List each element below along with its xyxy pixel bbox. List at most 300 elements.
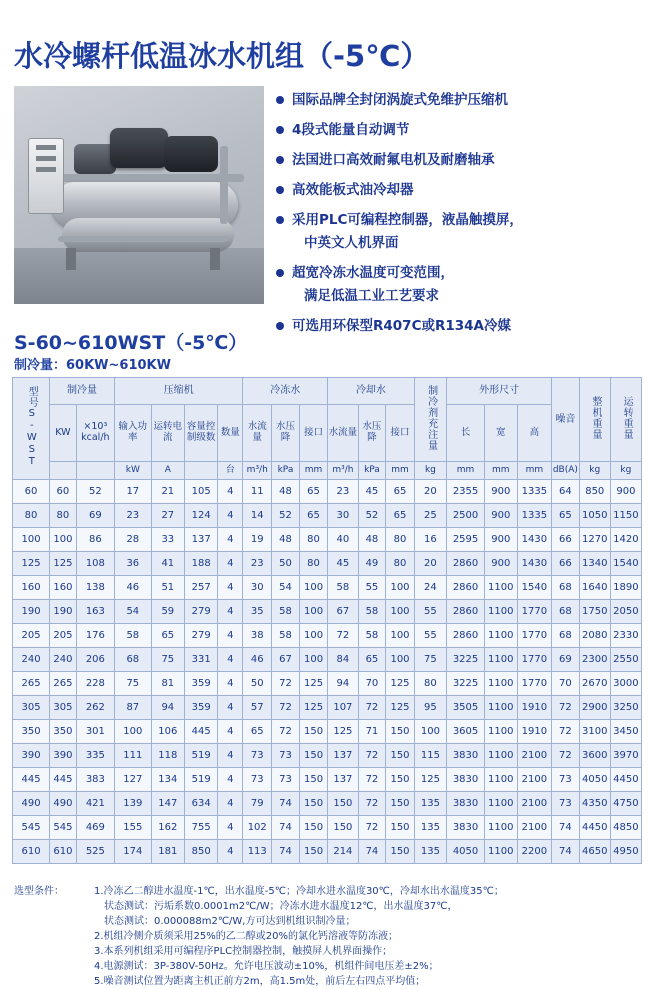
feature-list: [276, 92, 644, 348]
cell-ch: 150: [386, 720, 414, 744]
cell-ch: 65: [386, 480, 414, 504]
bullet-dot-icon: [276, 126, 284, 134]
cell-qty: 4: [218, 768, 243, 792]
unit-input-power: kW: [114, 462, 151, 480]
th-cooling-capacity: 制冷量: [50, 378, 115, 405]
cell-wid: 900: [484, 528, 517, 552]
cell-hei: 2200: [517, 840, 551, 864]
table-row: [13, 696, 642, 720]
cell-wdc: 73: [272, 768, 300, 792]
cell-kw: 610: [50, 840, 77, 864]
cell-len: 2355: [447, 480, 485, 504]
cell-cc: 65: [299, 480, 327, 504]
cell-wdc: 73: [272, 744, 300, 768]
unit-chilled-drop: kPa: [272, 462, 300, 480]
cell-runw: 3450: [610, 720, 641, 744]
cell-qty: 4: [218, 720, 243, 744]
unit-capacity-steps: [184, 462, 217, 480]
cell-steps: 634: [184, 792, 217, 816]
th-weight: 整机重量: [579, 378, 610, 462]
cell-wdh: 72: [358, 768, 386, 792]
cell-len: 3605: [447, 720, 485, 744]
cell-wfc: 65: [243, 720, 272, 744]
cell-charge: 55: [414, 600, 447, 624]
cell-ch: 125: [386, 672, 414, 696]
cell-kcal: 262: [76, 696, 114, 720]
cell-wfc: 113: [243, 840, 272, 864]
cell-hei: 2100: [517, 768, 551, 792]
cell-noise: 69: [552, 648, 580, 672]
cell-hei: 1770: [517, 648, 551, 672]
cell-power: 174: [114, 840, 151, 864]
cell-len: 3505: [447, 696, 485, 720]
cell-current: 118: [151, 744, 184, 768]
note-text: 5.噪音测试位置为距离主机正前方2m，高1.5m处，前后左右四点平均值；: [94, 976, 426, 987]
note-item: [14, 944, 644, 959]
cell-current: 134: [151, 768, 184, 792]
cell-weight: 1340: [579, 552, 610, 576]
cell-current: 33: [151, 528, 184, 552]
table-row: [13, 480, 642, 504]
photo-pipe-top: [44, 174, 244, 182]
cell-power: 54: [114, 600, 151, 624]
th-chilled-drop: 水压降: [272, 405, 300, 462]
cell-current: 21: [151, 480, 184, 504]
table-row: [13, 792, 642, 816]
th-height: 高: [517, 405, 551, 462]
th-kcal: ×10³ kcal/h: [76, 405, 114, 462]
cell-wfc: 73: [243, 768, 272, 792]
cell-wfc: 73: [243, 744, 272, 768]
cell-wid: 1100: [484, 744, 517, 768]
cell-steps: 519: [184, 768, 217, 792]
feature-item-3: [276, 152, 644, 169]
cell-current: 65: [151, 624, 184, 648]
cell-power: 46: [114, 576, 151, 600]
cell-qty: 4: [218, 840, 243, 864]
cell-noise: 68: [552, 624, 580, 648]
cell-power: 28: [114, 528, 151, 552]
cell-kw: 350: [50, 720, 77, 744]
cell-ch: 150: [386, 792, 414, 816]
cell-kcal: 421: [76, 792, 114, 816]
feature-text: 国际品牌全封闭涡旋式免维护压缩机: [292, 92, 508, 108]
cell-runw: 2330: [610, 624, 641, 648]
cell-weight: 1050: [579, 504, 610, 528]
cell-wid: 1100: [484, 600, 517, 624]
product-photo: [14, 86, 264, 304]
cell-len: 2500: [447, 504, 485, 528]
th-length: 长: [447, 405, 485, 462]
cell-qty: 4: [218, 816, 243, 840]
table-units-row: [13, 462, 642, 480]
unit-chilled-conn: mm: [299, 462, 327, 480]
cell-kw: 390: [50, 744, 77, 768]
cell-noise: 66: [552, 528, 580, 552]
photo-condenser: [62, 218, 234, 252]
cell-kcal: 176: [76, 624, 114, 648]
cell-power: 100: [114, 720, 151, 744]
cell-model: 100: [13, 528, 50, 552]
cell-wdh: 74: [358, 840, 386, 864]
cell-kw: 545: [50, 816, 77, 840]
cell-cc: 150: [299, 816, 327, 840]
cell-weight: 1270: [579, 528, 610, 552]
cell-noise: 66: [552, 552, 580, 576]
photo-control-panel: [28, 138, 64, 214]
cell-qty: 4: [218, 792, 243, 816]
cell-hei: 2100: [517, 744, 551, 768]
cell-model: 190: [13, 600, 50, 624]
bullet-dot-icon: [276, 322, 284, 330]
cell-noise: 74: [552, 816, 580, 840]
cell-noise: 73: [552, 792, 580, 816]
cell-ch: 150: [386, 768, 414, 792]
cell-qty: 4: [218, 480, 243, 504]
cell-runw: 2550: [610, 648, 641, 672]
cell-wid: 1100: [484, 768, 517, 792]
cell-hei: 1430: [517, 528, 551, 552]
cell-charge: 16: [414, 528, 447, 552]
cell-ch: 150: [386, 744, 414, 768]
cell-kw: 125: [50, 552, 77, 576]
selection-notes: [14, 884, 644, 989]
th-kw: KW: [50, 405, 77, 462]
cell-noise: 72: [552, 720, 580, 744]
cell-weight: 1750: [579, 600, 610, 624]
cell-wid: 900: [484, 480, 517, 504]
th-run-current: 运转电流: [151, 405, 184, 462]
cell-charge: 115: [414, 744, 447, 768]
cell-power: 68: [114, 648, 151, 672]
cell-cc: 150: [299, 840, 327, 864]
table-row: [13, 720, 642, 744]
unit-cooling-conn: mm: [386, 462, 414, 480]
bullet-dot-icon: [276, 156, 284, 164]
table-row: [13, 552, 642, 576]
cell-wid: 900: [484, 552, 517, 576]
table-row: [13, 600, 642, 624]
cell-model: 265: [13, 672, 50, 696]
cell-runw: 1890: [610, 576, 641, 600]
cell-kw: 100: [50, 528, 77, 552]
note-text: 3.本系列机组采用可编程序PLC控制器控制，触摸屏人机界面操作；: [94, 946, 393, 957]
cell-len: 2860: [447, 576, 485, 600]
cell-wfc: 79: [243, 792, 272, 816]
feature-item-6: [276, 265, 644, 305]
cell-model: 60: [13, 480, 50, 504]
cell-wdh: 45: [358, 480, 386, 504]
th-chilled-conn: 接口: [299, 405, 327, 462]
th-capacity-steps: 容量控制级数: [184, 405, 217, 462]
cell-cc: 125: [299, 672, 327, 696]
th-noise: 噪音: [552, 378, 580, 462]
cell-wdh: 72: [358, 744, 386, 768]
cell-wfc: 38: [243, 624, 272, 648]
th-cooling-water: 冷却水: [328, 378, 414, 405]
unit-qty: 台: [218, 462, 243, 480]
cell-kcal: 525: [76, 840, 114, 864]
cell-power: 139: [114, 792, 151, 816]
feature-text: 高效能板式油冷却器: [292, 182, 414, 198]
th-model: 型号S-WST: [13, 378, 50, 480]
cell-model: 350: [13, 720, 50, 744]
bullet-dot-icon: [276, 269, 284, 277]
cell-kw: 80: [50, 504, 77, 528]
cell-kcal: 86: [76, 528, 114, 552]
cell-wdc: 72: [272, 696, 300, 720]
feature-item-1: [276, 92, 644, 109]
cell-len: 3830: [447, 792, 485, 816]
cell-noise: 65: [552, 504, 580, 528]
th-compressor: 压缩机: [114, 378, 242, 405]
th-width: 宽: [484, 405, 517, 462]
cell-len: 3225: [447, 672, 485, 696]
cell-wdc: 52: [272, 504, 300, 528]
cell-wfh: 150: [328, 816, 358, 840]
table-row: [13, 840, 642, 864]
cell-wfh: 137: [328, 768, 358, 792]
cell-wdc: 54: [272, 576, 300, 600]
cell-power: 127: [114, 768, 151, 792]
cell-cc: 100: [299, 576, 327, 600]
feature-item-2: [276, 122, 644, 139]
feature-text: 采用PLC可编程控制器，液晶触摸屏，: [292, 212, 523, 228]
cell-wfc: 35: [243, 600, 272, 624]
cell-runw: 3000: [610, 672, 641, 696]
cell-wfh: 84: [328, 648, 358, 672]
cell-cc: 150: [299, 744, 327, 768]
cell-ch: 65: [386, 504, 414, 528]
cell-kcal: 163: [76, 600, 114, 624]
cell-current: 181: [151, 840, 184, 864]
cell-steps: 445: [184, 720, 217, 744]
cell-noise: 72: [552, 744, 580, 768]
cell-model: 390: [13, 744, 50, 768]
feature-item-4: [276, 182, 644, 199]
table-row: [13, 768, 642, 792]
table-row: [13, 816, 642, 840]
spec-table-wrap: [12, 377, 642, 864]
cell-current: 81: [151, 672, 184, 696]
cell-current: 51: [151, 576, 184, 600]
cell-charge: 135: [414, 840, 447, 864]
cell-steps: 124: [184, 504, 217, 528]
note-text: 2.机组冷侧介质须采用25%的乙二醇或20%的氯化钙溶液等防冻液；: [94, 931, 398, 942]
cell-ch: 100: [386, 600, 414, 624]
cell-wid: 1100: [484, 672, 517, 696]
cell-power: 111: [114, 744, 151, 768]
cell-charge: 20: [414, 552, 447, 576]
cell-model: 240: [13, 648, 50, 672]
cell-weight: 2670: [579, 672, 610, 696]
cell-noise: 68: [552, 600, 580, 624]
table-group-header-row: [13, 378, 642, 405]
cell-steps: 279: [184, 624, 217, 648]
cell-wdc: 58: [272, 600, 300, 624]
cell-charge: 135: [414, 792, 447, 816]
cell-qty: 4: [218, 648, 243, 672]
cell-wfh: 67: [328, 600, 358, 624]
th-cooling-drop: 水压降: [358, 405, 386, 462]
cell-kcal: 469: [76, 816, 114, 840]
cell-hei: 1335: [517, 480, 551, 504]
cell-power: 17: [114, 480, 151, 504]
table-sub-header-row: [13, 405, 642, 462]
cell-hei: 1430: [517, 552, 551, 576]
cell-len: 2860: [447, 552, 485, 576]
photo-pipe-right: [220, 146, 228, 224]
th-run-weight: 运转重量: [610, 378, 641, 462]
unit-noise: dB(A): [552, 462, 580, 480]
cell-wdc: 74: [272, 816, 300, 840]
cell-weight: 3100: [579, 720, 610, 744]
note-item: [14, 929, 644, 944]
cell-wdh: 71: [358, 720, 386, 744]
cell-len: 3830: [447, 744, 485, 768]
cell-power: 155: [114, 816, 151, 840]
cell-len: 2595: [447, 528, 485, 552]
cell-ch: 150: [386, 816, 414, 840]
photo-floor: [14, 248, 264, 304]
cell-wid: 1100: [484, 792, 517, 816]
cell-wfc: 50: [243, 672, 272, 696]
cell-wdh: 70: [358, 672, 386, 696]
cell-noise: 64: [552, 480, 580, 504]
cell-len: 4050: [447, 840, 485, 864]
cell-charge: 100: [414, 720, 447, 744]
unit-kw: [50, 462, 77, 480]
cell-wdh: 49: [358, 552, 386, 576]
unit-run-current: A: [151, 462, 184, 480]
cell-ch: 125: [386, 696, 414, 720]
th-cooling-flow: 水流量: [328, 405, 358, 462]
cell-kcal: 301: [76, 720, 114, 744]
cell-power: 36: [114, 552, 151, 576]
cell-weight: 2080: [579, 624, 610, 648]
cell-model: 305: [13, 696, 50, 720]
cell-charge: 55: [414, 624, 447, 648]
cell-charge: 125: [414, 768, 447, 792]
cell-charge: 80: [414, 672, 447, 696]
model-range-label: S-60~610WST（-5℃）: [14, 332, 248, 354]
photo-leg-left: [66, 248, 76, 270]
cell-kcal: 228: [76, 672, 114, 696]
spec-table-body: [13, 480, 642, 864]
spec-table: [12, 377, 642, 864]
cell-steps: 755: [184, 816, 217, 840]
photo-pipe-bottom: [58, 236, 228, 242]
cell-wfh: 94: [328, 672, 358, 696]
cell-wfh: 150: [328, 792, 358, 816]
cell-wid: 1100: [484, 648, 517, 672]
cell-weight: 4450: [579, 816, 610, 840]
cell-model: 445: [13, 768, 50, 792]
cell-wid: 1100: [484, 624, 517, 648]
cell-ch: 150: [386, 840, 414, 864]
cell-cc: 100: [299, 600, 327, 624]
cell-noise: 70: [552, 672, 580, 696]
cell-charge: 24: [414, 576, 447, 600]
cell-ch: 80: [386, 528, 414, 552]
table-row: [13, 528, 642, 552]
cell-qty: 4: [218, 552, 243, 576]
unit-kcal: [76, 462, 114, 480]
cell-kw: 190: [50, 600, 77, 624]
unit-charge: kg: [414, 462, 447, 480]
cell-wid: 1100: [484, 840, 517, 864]
cell-wfc: 19: [243, 528, 272, 552]
cell-wfc: 30: [243, 576, 272, 600]
cell-weight: 4050: [579, 768, 610, 792]
cell-kw: 160: [50, 576, 77, 600]
cell-noise: 68: [552, 576, 580, 600]
cell-steps: 359: [184, 672, 217, 696]
cell-kcal: 206: [76, 648, 114, 672]
table-row: [13, 504, 642, 528]
cell-len: 3830: [447, 768, 485, 792]
cell-kcal: 52: [76, 480, 114, 504]
cell-kw: 240: [50, 648, 77, 672]
cell-qty: 4: [218, 504, 243, 528]
cell-cc: 80: [299, 552, 327, 576]
note-text: 4.电源测试：3P-380V-50Hz。允许电压波动±10%，机组件间电压差±2%；: [94, 961, 439, 972]
cell-steps: 105: [184, 480, 217, 504]
cell-wdc: 48: [272, 480, 300, 504]
feature-text-line2: 中英文人机界面: [304, 235, 399, 251]
th-input-power: 输入功率: [114, 405, 151, 462]
photo-compressor-2: [164, 136, 218, 172]
cell-wid: 1100: [484, 696, 517, 720]
cell-wdh: 72: [358, 816, 386, 840]
cell-hei: 1910: [517, 720, 551, 744]
note-subtext: 状态测试：0.000088m2℃/W,方可达到机组识制冷量；: [104, 916, 356, 927]
th-cooling-conn: 接口: [386, 405, 414, 462]
cell-wid: 1100: [484, 816, 517, 840]
cell-power: 75: [114, 672, 151, 696]
cell-power: 23: [114, 504, 151, 528]
cell-model: 125: [13, 552, 50, 576]
cell-wid: 1100: [484, 576, 517, 600]
notes-title: 选型条件：: [14, 886, 64, 897]
cell-wfc: 23: [243, 552, 272, 576]
cell-wdh: 65: [358, 648, 386, 672]
cell-ch: 80: [386, 552, 414, 576]
cell-wdc: 74: [272, 840, 300, 864]
table-row: [13, 624, 642, 648]
cell-wdc: 72: [272, 720, 300, 744]
notes-list: [14, 884, 644, 989]
cell-noise: 72: [552, 696, 580, 720]
cell-charge: 95: [414, 696, 447, 720]
th-refrigerant-charge: 制冷剂充注量: [414, 378, 447, 462]
note-item: [14, 974, 644, 989]
bullet-dot-icon: [276, 96, 284, 104]
cell-current: 162: [151, 816, 184, 840]
cell-ch: 100: [386, 648, 414, 672]
cell-runw: 900: [610, 480, 641, 504]
note-item: [14, 884, 644, 929]
cell-weight: 2900: [579, 696, 610, 720]
cell-wid: 900: [484, 504, 517, 528]
cell-wdc: 50: [272, 552, 300, 576]
cell-kw: 205: [50, 624, 77, 648]
cell-charge: 20: [414, 480, 447, 504]
unit-weight: kg: [579, 462, 610, 480]
unit-width: mm: [484, 462, 517, 480]
cell-model: 160: [13, 576, 50, 600]
cell-steps: 188: [184, 552, 217, 576]
